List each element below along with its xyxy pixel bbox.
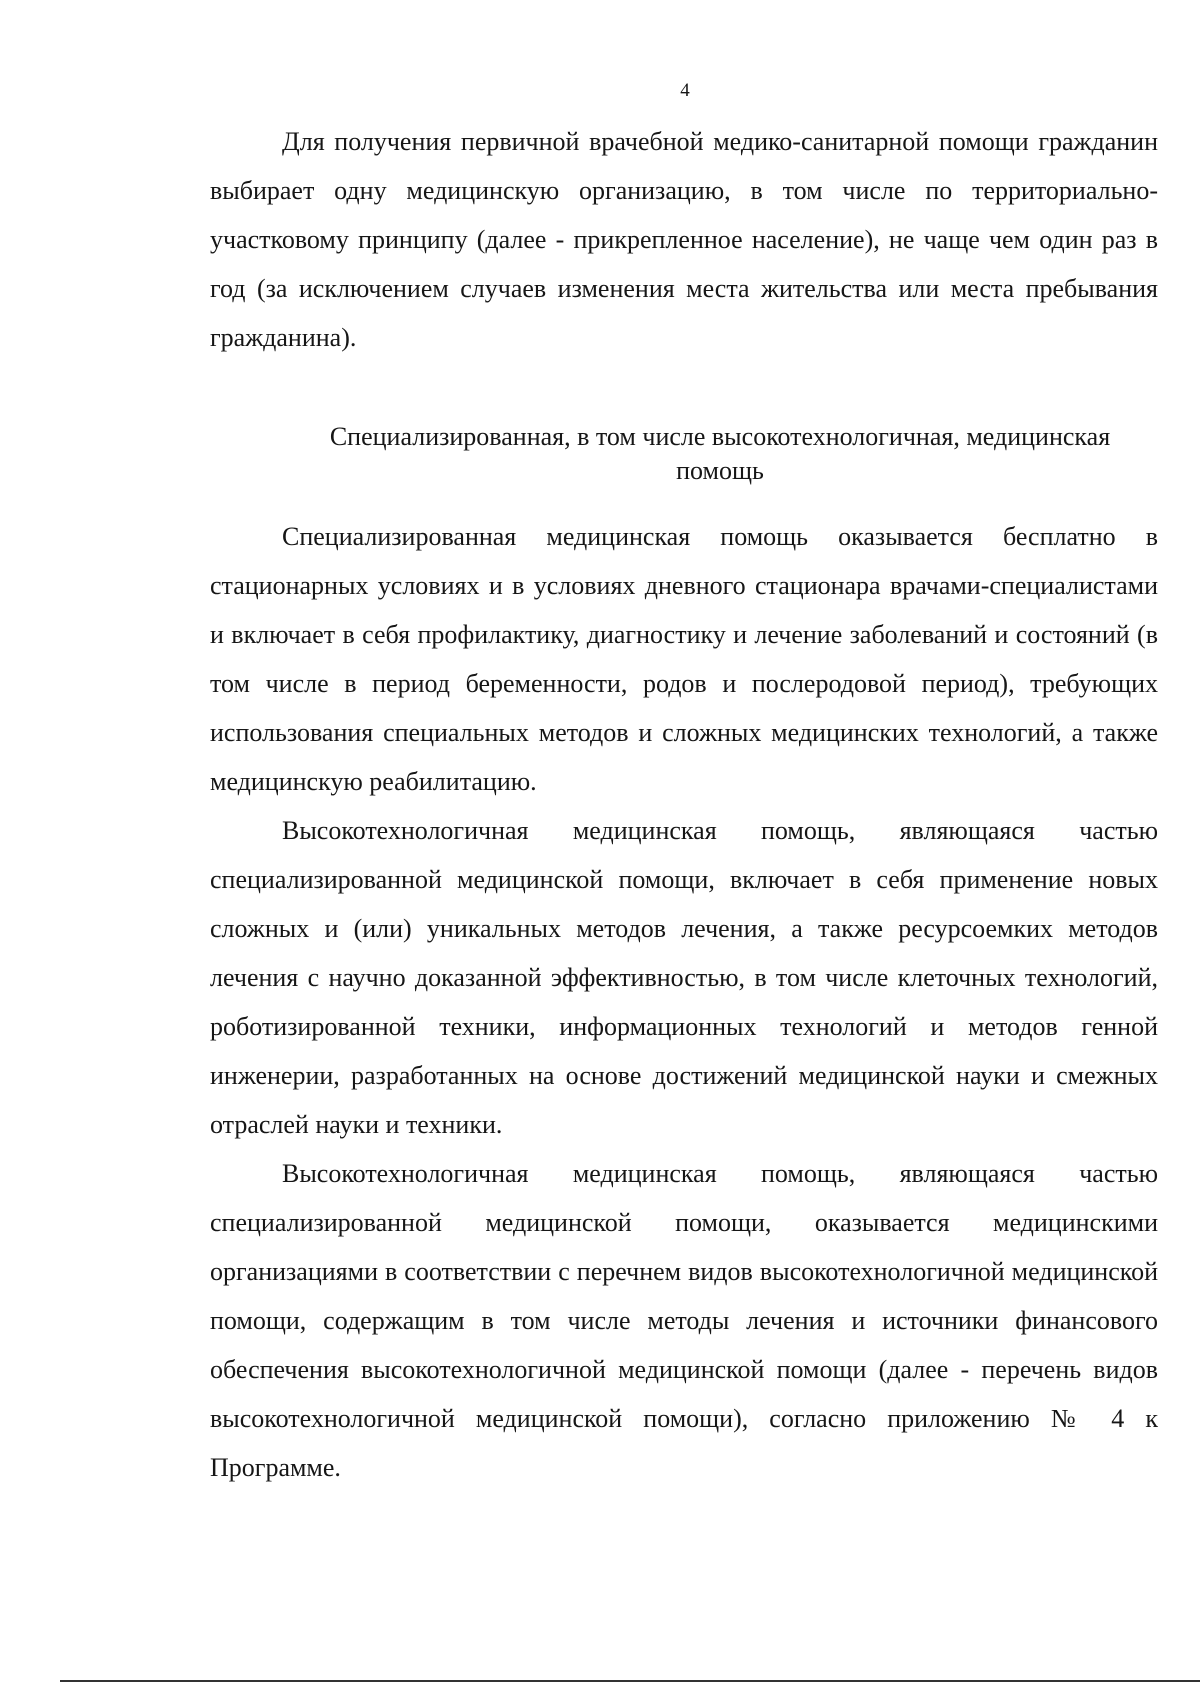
footer-rule [60, 1680, 1200, 1682]
paragraph-high-tech-definition: Высокотехнологичная медицинская помощь, являющаяся частью специализированной медицинской помощи, включает в себя применение новых сложных и (или) уникальных методов лечения, а также ресурсоемких методов лечения с научно доказанной эффективностью, в том числе клеточных технологий, роботизированной техники, информационных технологий и методов генной инженерии, разработанных на основе достижений медицинской науки и смежных отраслей науки и техники. [210, 816, 1158, 1139]
section-heading-line-2: помощь [676, 456, 764, 485]
paragraph-high-tech-provision: Высокотехнологичная медицинская помощь, являющаяся частью специализированной медицинской помощи, оказывается медицинскими организациями в соответствии с перечнем видов высокотехнологичной медицинской помощи, содержащим в том числе методы лечения и источники финансового обеспечения высокотехнологичной медицинской помощи (далее - перечень видов высокотехнологичной медицинской помощи), согласно приложению № 4 к Программе. [210, 1159, 1158, 1482]
paragraph-primary-care: Для получения первичной врачебной медико-санитарной помощи гражданин выбирает одну медицинскую организацию, в том числе по территориально-участковому принципу (далее - прикрепленное население), не чаще чем один раз в год (за исключением случаев изменения места жительства или места пребывания гражданина). [210, 127, 1158, 352]
section-heading [280, 420, 1160, 488]
page-number: 4 [680, 80, 690, 101]
paragraph-specialized-care: Специализированная медицинская помощь оказывается бесплатно в стационарных условиях и в условиях дневного стационара врачами-специалистами и включает в себя профилактику, диагностику и лечение заболеваний и состояний (в том числе в период беременности, родов и послеродовой период), требующих использования специальных методов и сложных медицинских технологий, а также медицинскую реабилитацию. [210, 522, 1158, 796]
intro-text-block [210, 117, 1158, 362]
section-heading-line-1: Специализированная, в том числе высокотехнологичная, медицинская [329, 422, 1111, 451]
section-body [210, 512, 1158, 1492]
